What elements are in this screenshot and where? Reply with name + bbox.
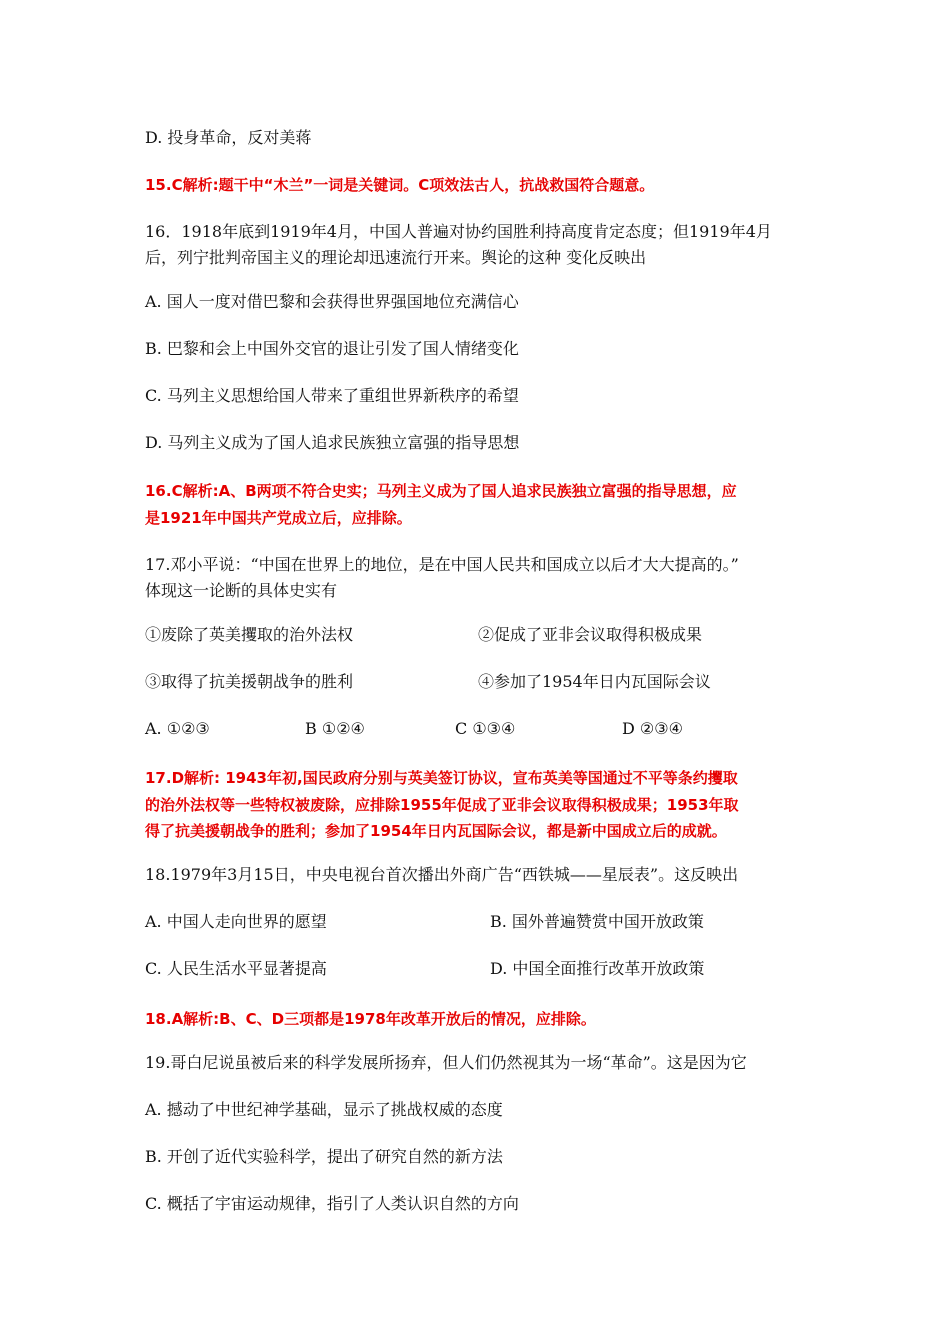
q17-answer-line2: 的治外法权等一些特权被废除，应排除1955年促成了亚非会议取得积极成果；1953年取 [145,796,739,814]
q18-option-d: D. 中国全面推行改革开放政策 [490,959,705,978]
q19-option-b: B. 开创了近代实验科学，提出了研究自然的新方法 [145,1147,503,1166]
q18-answer-explanation: 18.A解析:B、C、D三项都是1978年改革开放后的情况，应排除。 [145,1010,596,1028]
q17-option-a: A. ①②③ [145,719,210,738]
q17-answer-line3: 得了抗美援朝战争的胜利；参加了1954年日内瓦国际会议，都是新中国成立后的成就。 [145,822,727,840]
q16-option-c: C. 马列主义思想给国人带来了重组世界新秩序的希望 [145,386,519,405]
q16-answer-line1: 16.C解析:A、B两项不符合史实；马列主义成为了国人追求民族独立富强的指导思想，应 [145,482,737,500]
q16-stem-line1: 16．1918年底到1919年4月，中国人普遍对协约国胜利持高度肯定态度；但1919年4月 [145,222,772,241]
q17-item-4: ④参加了1954年日内瓦国际会议 [478,672,711,691]
q17-option-b: B ①②④ [305,719,365,738]
q16-answer-line2: 是1921年中国共产党成立后，应排除。 [145,509,412,527]
q16-stem-line2: 后，列宁批判帝国主义的理论却迅速流行开来。舆论的这种 变化反映出 [145,248,647,267]
q17-item-3: ③取得了抗美援朝战争的胜利 [145,672,354,691]
q16-option-b: B. 巴黎和会上中国外交官的退让引发了国人情绪变化 [145,339,519,358]
q17-answer-line1: 17.D解析: 1943年初,国民政府分别与英美签订协议，宣布英美等国通过不平等条约攫取 [145,769,738,787]
q17-stem-line1: 17.邓小平说：“中国在世界上的地位，是在中国人民共和国成立以后才大大提高的。” [145,555,739,574]
q17-stem-line2: 体现这一论断的具体史实有 [145,581,338,600]
q17-option-d: D ②③④ [622,719,683,738]
q15-answer-explanation: 15.C解析:题干中“木兰”一词是关键词。C项效法古人，抗战救国符合题意。 [145,176,655,194]
q14-option-d: D. 投身革命，反对美蒋 [145,128,312,147]
q17-option-c: C ①③④ [455,719,516,738]
q16-option-d: D. 马列主义成为了国人追求民族独立富强的指导思想 [145,433,520,452]
q17-item-2: ②促成了亚非会议取得积极成果 [478,625,703,644]
q17-item-1: ①废除了英美攫取的治外法权 [145,625,354,644]
q19-option-a: A. 撼动了中世纪神学基础，显示了挑战权威的态度 [145,1100,503,1119]
q19-option-c: C. 概括了宇宙运动规律，指引了人类认识自然的方向 [145,1194,519,1213]
q19-stem: 19.哥白尼说虽被后来的科学发展所扬弃，但人们仍然视其为一场“革命”。这是因为它 [145,1053,747,1072]
q16-option-a: A. 国人一度对借巴黎和会获得世界强国地位充满信心 [145,292,519,311]
q18-option-c: C. 人民生活水平显著提高 [145,959,327,978]
q18-option-a: A. 中国人走向世界的愿望 [145,912,327,931]
q18-option-b: B. 国外普遍赞赏中国开放政策 [490,912,704,931]
q18-stem: 18.1979年3月15日，中央电视台首次播出外商广告“西铁城——星辰表”。这反映出 [145,865,739,884]
